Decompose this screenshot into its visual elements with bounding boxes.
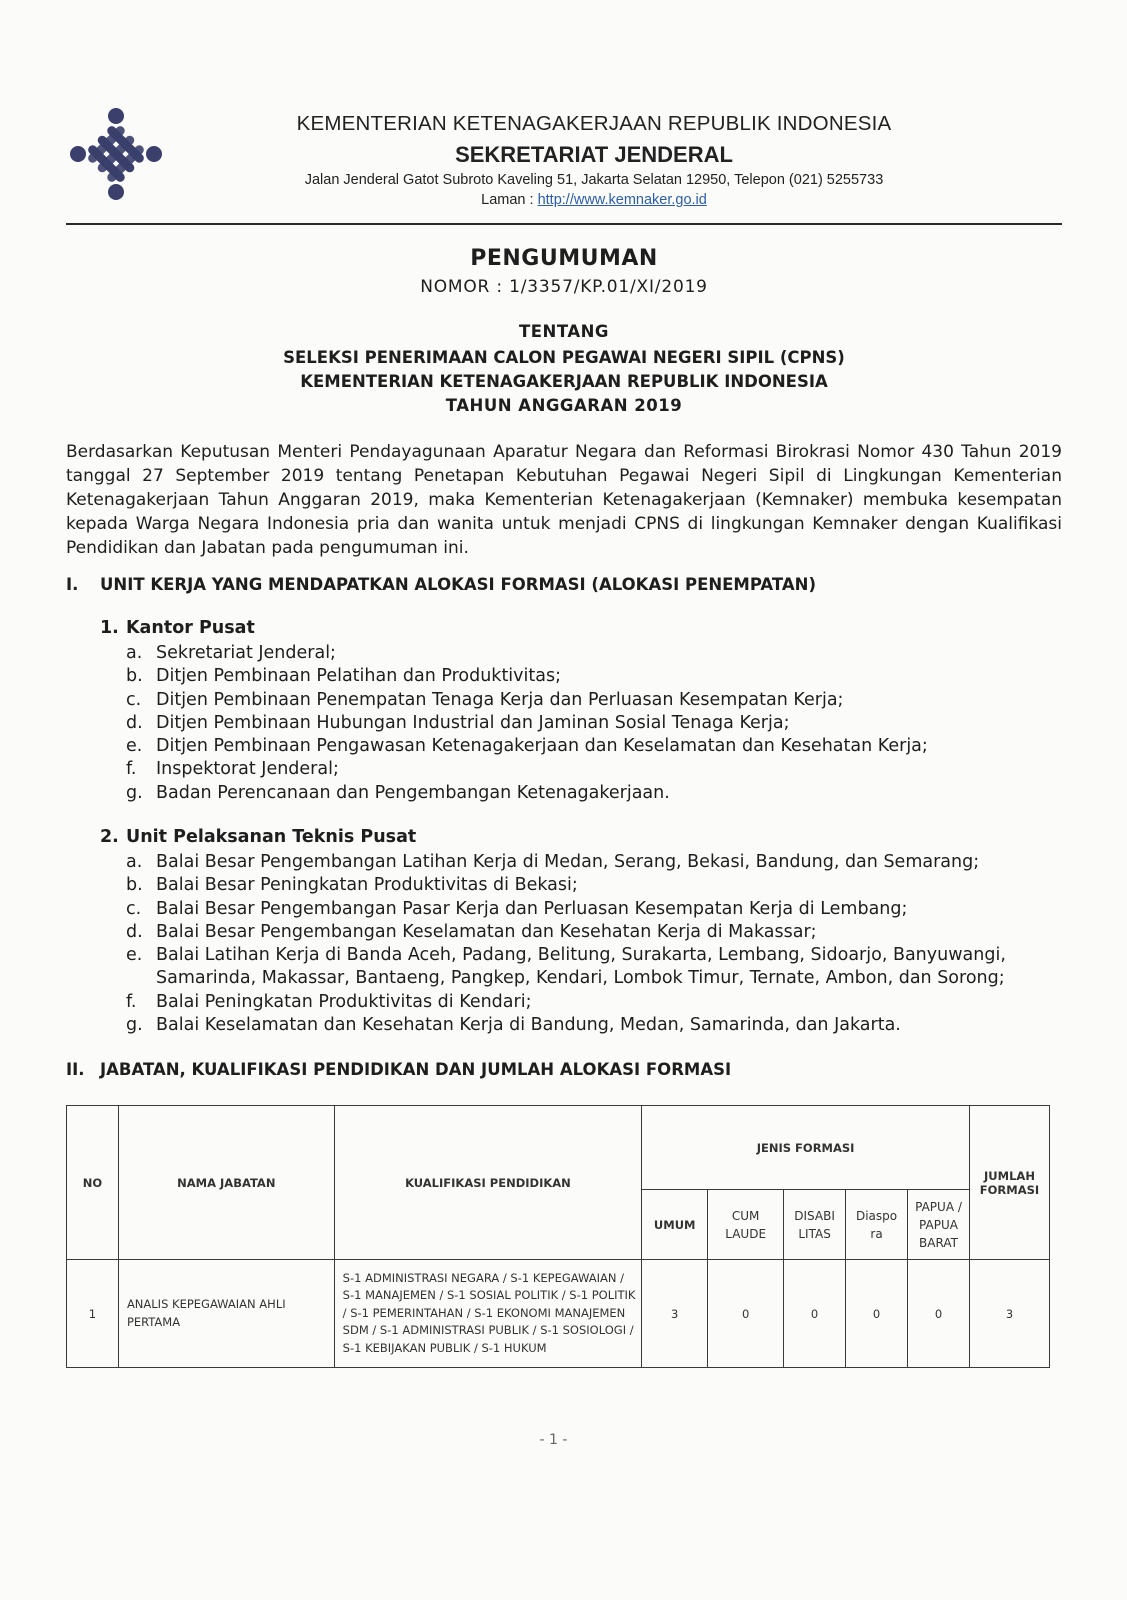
header-umum: UMUM xyxy=(642,1190,708,1260)
cell-diaspora: 0 xyxy=(846,1260,908,1368)
list-text: Balai Besar Pengembangan Latihan Kerja di Medan, Serang, Bekasi, Bandung, dan Semarang; xyxy=(156,852,980,872)
ministry-logo-icon xyxy=(66,104,166,204)
group-2-heading xyxy=(100,827,416,847)
cell-total: 3 xyxy=(969,1260,1049,1368)
intro-paragraph: Berdasarkan Keputusan Menteri Pendayagunaan Aparatur Negara dan Reformasi Birokrasi Nomor 430 Tahun 2019 tanggal 27 September 2019 tentang Penetapan Kebutuhan Pegawai Negeri Sipil di Lingkungan Kementerian Ketenagakerjaan Tahun Anggaran 2019, maka Kementerian Ketenagakerjaan (Kemnaker) membuka kesempatan kepada Warga Negara Indonesia pria dan wanita untuk menjadi CPNS di lingkungan Kemnaker dengan Kualifikasi Pendidikan dan Jabatan pada pengumuman ini. xyxy=(66,442,1062,558)
section-1-number: I. xyxy=(66,575,79,594)
announcement-subject-1: SELEKSI PENERIMAAN CALON PEGAWAI NEGERI SIPIL (CPNS) xyxy=(283,348,845,367)
list-marker: c. xyxy=(126,898,142,919)
cell-cumlaude: 0 xyxy=(708,1260,784,1368)
list-item xyxy=(126,712,1066,735)
list-text: Balai Besar Peningkatan Produktivitas di Bekasi; xyxy=(156,875,578,896)
cell-qualification: S-1 ADMINISTRASI NEGARA / S-1 KEPEGAWAIAN / S-1 MANAJEMEN / S-1 SOSIAL POLITIK / S-1 POLITIK / S-1 PEMERINTAHAN / S-1 EKONOMI MANAJEMEN SDM / S-1 ADMINISTRASI PUBLIK / S-1 SOSIOLOGI / S-1 KEBIJAKAN PUBLIK / S-1 HUKUM xyxy=(334,1260,642,1368)
section-1-title: UNIT KERJA YANG MENDAPATKAN ALOKASI FORMASI (ALOKASI PENEMPATAN) xyxy=(100,575,817,594)
website-line xyxy=(214,192,974,208)
list-item xyxy=(126,898,1066,921)
cell-name: ANALIS KEPEGAWAIAN AHLI PERTAMA xyxy=(118,1260,334,1368)
list-item xyxy=(126,689,1066,712)
website-label: Laman : xyxy=(481,192,534,208)
list-text: Balai Keselamatan dan Kesehatan Kerja di Bandung, Medan, Samarinda, dan Jakarta. xyxy=(156,1015,901,1036)
list-item xyxy=(126,851,1066,874)
list-item xyxy=(126,921,1066,944)
group-2-list xyxy=(126,851,1066,1037)
table-row xyxy=(67,1260,1050,1368)
list-text: Balai Besar Pengembangan Pasar Kerja dan Perluasan Kesempatan Kerja di Lembang; xyxy=(156,898,908,919)
header-diaspora: Diaspo ra xyxy=(846,1190,908,1260)
page-number: - 1 - xyxy=(539,1432,568,1448)
group-1-title: Kantor Pusat xyxy=(126,618,255,638)
announcement-title: PENGUMUMAN xyxy=(470,246,658,271)
announcement-subject-3: TAHUN ANGGARAN 2019 xyxy=(445,396,683,415)
section-2-heading xyxy=(66,1060,731,1079)
section-2-number: II. xyxy=(66,1060,85,1079)
header-qualification: KUALIFIKASI PENDIDIKAN xyxy=(334,1106,642,1260)
list-item xyxy=(126,991,1066,1014)
group-1-number: 1. xyxy=(100,618,119,638)
section-2-title: JABATAN, KUALIFIKASI PENDIDIKAN DAN JUMLAH ALOKASI FORMASI xyxy=(100,1060,732,1079)
list-item xyxy=(126,1014,1066,1037)
group-2-title: Unit Pelaksanan Teknis Pusat xyxy=(126,827,417,847)
list-item xyxy=(126,944,1066,991)
group-1-list xyxy=(126,642,1066,805)
list-item xyxy=(126,758,1066,781)
announcement-subject-2: KEMENTERIAN KETENAGAKERJAAN REPUBLIK INDONESIA xyxy=(300,372,828,391)
list-text: Balai Peningkatan Produktivitas di Kendari; xyxy=(156,991,532,1012)
website-link[interactable]: http://www.kemnaker.go.id xyxy=(537,192,707,208)
list-item xyxy=(126,874,1066,897)
list-text: Sekretariat Jenderal; xyxy=(156,643,336,663)
list-marker: b. xyxy=(126,666,143,687)
list-text: Balai Latihan Kerja di Banda Aceh, Padang, Belitung, Surakarta, Lembang, Sidoarjo, Banyuwangi, Samarinda, Makassar, Bantaeng, Pangkep, Kendari, Lombok Timur, Ternate, Ambon, dan Sorong; xyxy=(156,945,1006,989)
header-no: NO xyxy=(67,1106,119,1260)
list-marker: a. xyxy=(126,852,143,872)
section-1-heading xyxy=(66,575,816,594)
ministry-name: KEMENTERIAN KETENAGAKERJAAN REPUBLIK INDONESIA xyxy=(296,112,892,135)
header-types: JENIS FORMASI xyxy=(642,1106,970,1190)
header-disabilitas: DISABI LITAS xyxy=(784,1190,846,1260)
list-marker: f. xyxy=(126,991,137,1012)
header-total: JUMLAH FORMASI xyxy=(969,1106,1049,1260)
cell-papua: 0 xyxy=(908,1260,970,1368)
group-2-number: 2. xyxy=(100,827,119,847)
list-marker: d. xyxy=(126,712,143,733)
list-marker: e. xyxy=(126,736,143,757)
list-text: Ditjen Pembinaan Penempatan Tenaga Kerja dan Perluasan Kesempatan Kerja; xyxy=(156,689,844,710)
list-marker: d. xyxy=(126,921,143,942)
list-marker: c. xyxy=(126,689,142,710)
cell-disabilitas: 0 xyxy=(784,1260,846,1368)
list-text: Ditjen Pembinaan Pengawasan Ketenagakerjaan dan Keselamatan dan Kesehatan Kerja; xyxy=(156,736,928,757)
list-marker: g. xyxy=(126,1015,143,1036)
list-item xyxy=(126,665,1066,688)
list-item xyxy=(126,642,1066,665)
list-marker: g. xyxy=(126,782,143,803)
list-text: Inspektorat Jenderal; xyxy=(156,759,339,780)
group-1-heading xyxy=(100,618,255,638)
header-papua: PAPUA / PAPUA BARAT xyxy=(908,1190,970,1260)
list-marker: a. xyxy=(126,643,143,663)
list-marker: e. xyxy=(126,945,143,966)
office-name: SEKRETARIAT JENDERAL xyxy=(455,142,733,167)
cell-no: 1 xyxy=(67,1260,119,1368)
announcement-about: TENTANG xyxy=(519,322,609,341)
header-cumlaude: CUM LAUDE xyxy=(708,1190,784,1260)
list-text: Ditjen Pembinaan Hubungan Industrial dan Jaminan Sosial Tenaga Kerja; xyxy=(156,712,790,733)
list-item xyxy=(126,735,1066,758)
office-address: Jalan Jenderal Gatot Subroto Kaveling 51, Jakarta Selatan 12950, Telepon (021) 5255733 xyxy=(304,172,884,188)
list-marker: f. xyxy=(126,759,137,780)
list-text: Badan Perencanaan dan Pengembangan Ketenagakerjaan. xyxy=(156,782,670,803)
list-marker: b. xyxy=(126,875,143,896)
header-name: NAMA JABATAN xyxy=(118,1106,334,1260)
announcement-number: NOMOR : 1/3357/KP.01/XI/2019 xyxy=(420,277,708,297)
list-item xyxy=(126,782,1066,805)
list-text: Ditjen Pembinaan Pelatihan dan Produktivitas; xyxy=(156,666,561,687)
formation-table xyxy=(66,1105,1050,1368)
letterhead-divider xyxy=(66,223,1062,225)
cell-umum: 3 xyxy=(642,1260,708,1368)
list-text: Balai Besar Pengembangan Keselamatan dan Kesehatan Kerja di Makassar; xyxy=(156,921,817,942)
